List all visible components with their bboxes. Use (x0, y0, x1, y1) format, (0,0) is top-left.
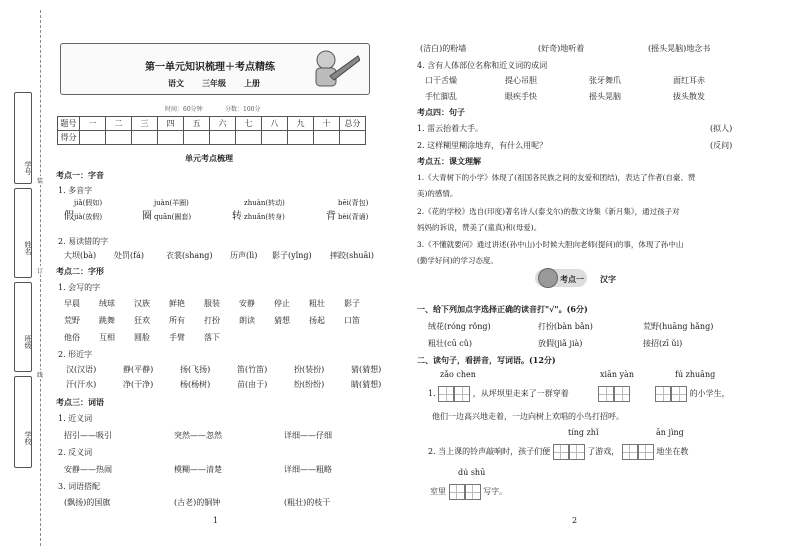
sentence-1: 1. 雷云抬着大手。 (417, 124, 484, 133)
answer-box[interactable] (569, 444, 585, 460)
pinyin-hint: xiān yàn (600, 370, 634, 379)
class-box (14, 282, 32, 372)
collocation: (古老)的铜钟 (174, 498, 221, 507)
similar-row-1 (66, 364, 401, 375)
synonym-pair: 突然——忽然 (174, 431, 222, 440)
q2-line-2 (428, 444, 688, 460)
pronunciation-choice[interactable]: 绒花(róng rǒng) (428, 322, 491, 331)
confusable-item: 摔跤(shuāi) (330, 251, 374, 260)
idiom: 摇头晃脑 (589, 92, 621, 101)
kp5-heading: 考点五：课文理解 (417, 156, 481, 166)
antonym-pair: 安静——热闹 (64, 465, 112, 474)
badge-title: 汉字 (600, 274, 616, 284)
polyphone-char: 转 (232, 211, 242, 222)
score-header-cell: 八 (262, 117, 288, 131)
pinyin-hint: dú shū (458, 468, 486, 477)
score-table (57, 116, 366, 145)
similar-char: 静(平静) (123, 365, 154, 374)
write-word: 跳舞 (99, 316, 115, 325)
idiom-row-1 (425, 75, 733, 86)
cut-mark-1: 装 (37, 178, 44, 185)
idiom: 眼疾手快 (505, 92, 537, 101)
idiom: 张牙舞爪 (589, 76, 621, 85)
score-header-cell: 二 (106, 117, 132, 131)
collocation: (摇头晃脑)地念书 (648, 44, 711, 53)
score-header-cell: 十 (314, 117, 340, 131)
kp1-heading: 考点一：字音 (56, 170, 104, 180)
polyphone-reading: jiǎ(假如) (74, 199, 103, 207)
collocation: (飘扬)的国旗 (64, 498, 111, 507)
kp3-3-heading: 3. 词语搭配 (58, 482, 101, 491)
synonym-pair: 招引——吸引 (64, 431, 112, 440)
kp3-2-heading: 2. 反义词 (58, 448, 93, 457)
understanding-2b: 妈妈的诉说，赞美了(童真)和(母爱)。 (417, 223, 542, 232)
kp2-2-heading: 2. 形近字 (58, 350, 93, 359)
answer-box[interactable] (438, 386, 454, 402)
page-title: 第一单元知识梳理＋考点精练 (145, 62, 275, 73)
polyphone-reading: juàn(羊圈) (154, 199, 189, 207)
pronunciation-choice[interactable]: 放假(jiǎ jià) (538, 339, 583, 348)
q2-text: 了游戏， (587, 447, 620, 456)
similar-char: 净(干净) (123, 380, 154, 389)
idiom: 拔头散发 (673, 92, 705, 101)
q2-text: 室里 (430, 487, 446, 496)
polyphone-reading: bèi(背诵) (338, 213, 369, 221)
antonym-pair: 详细——粗略 (284, 465, 332, 474)
sentence-2: 2. 这样糊里糊涂地弃，有什么用呢？ (417, 141, 548, 150)
polyphone-reading: zhuàn(转动) (244, 199, 285, 207)
confusable-item: 处罚(fá) (114, 251, 144, 260)
name-box (14, 188, 32, 278)
write-word: 安静 (239, 299, 255, 308)
answer-box[interactable] (553, 444, 569, 460)
similar-char: 苗(由于) (237, 380, 268, 389)
pinyin-hint: fú zhuāng (675, 370, 716, 379)
answer-box[interactable] (598, 386, 614, 402)
idiom-row-2 (425, 91, 733, 102)
similar-char: 汉(汉语) (66, 365, 97, 374)
score-input-cell[interactable] (288, 131, 314, 145)
q2-text: 的小学生， (689, 389, 730, 398)
class-label: 班级 (24, 335, 32, 349)
q2-text: ，从坪坝里走来了一群穿着 (472, 389, 569, 398)
similar-char: 杨(杨树) (180, 380, 211, 389)
grade-label: 三年级 (202, 79, 226, 88)
score-header-cell: 总分 (340, 117, 366, 131)
q2-text: 2. 当上课的铃声敲响时，孩子们便 (428, 447, 551, 456)
cut-mark-2: 订 (37, 268, 44, 275)
write-word: 猜想 (274, 316, 290, 325)
score-input-cell[interactable] (340, 131, 366, 145)
q2-text: 写字。 (483, 487, 508, 496)
understanding-1a: 1.《大青树下的小学》体现了(祖国各民族之间的友爱和团结)，表达了作者(自豪、赞 (417, 173, 696, 182)
polyphone-group (64, 198, 384, 228)
term-label: 上册 (244, 79, 260, 88)
q2-line-1-cont: 他们一边高兴地走着，一边向树上欢唱的小鸟打招呼。 (432, 412, 624, 421)
confusable-item: 衣裳(shang) (166, 251, 213, 260)
write-word: 落下 (204, 333, 220, 342)
write-row-1 (64, 298, 374, 309)
similar-char: 笛(竹笛) (237, 365, 268, 374)
kp3-heading: 考点三：词语 (56, 397, 104, 407)
similar-row-2 (66, 379, 401, 390)
confusable-item: 大坝(bà) (64, 251, 97, 260)
collocation: (好奇)地听着 (538, 44, 585, 53)
school-box (14, 376, 32, 468)
confusable-row (64, 250, 380, 261)
understanding-3b: (勤学好问)的学习态度。 (417, 256, 498, 265)
name-label: 姓名 (24, 241, 32, 255)
antonym-pair: 模糊——清楚 (174, 465, 222, 474)
student-id-label: 学号 (24, 161, 32, 175)
cut-mark-3: 线 (37, 372, 44, 379)
q1-row-2 (428, 338, 743, 349)
write-row-2 (64, 315, 374, 326)
idiom: 提心吊胆 (505, 76, 537, 85)
kp4-heading: 考点四：句子 (417, 107, 465, 117)
similar-char: 汗(汗水) (66, 380, 97, 389)
badge-face-icon (538, 268, 558, 288)
write-word: 粗壮 (309, 299, 325, 308)
answer-box[interactable] (671, 386, 687, 402)
similar-char: 猜(猜想) (351, 365, 382, 374)
idiom: 口干舌燥 (425, 76, 457, 85)
score-header-cell: 四 (158, 117, 184, 131)
answer-box[interactable] (622, 444, 638, 460)
pronunciation-choice[interactable]: 荒野(huāng hǎng) (643, 322, 714, 331)
write-word: 口笛 (344, 316, 360, 325)
polyphone-char: 假 (64, 211, 74, 222)
section-title: 单元考点梳理 (185, 154, 233, 163)
sentence-2-note: (反问) (710, 141, 733, 150)
write-row-3 (64, 332, 239, 343)
student-id-box (14, 92, 32, 184)
kp2-1-heading: 1. 会写的字 (58, 283, 101, 292)
q2-line-1 (428, 386, 569, 402)
collocation: (洁白)的粉墙 (420, 44, 467, 53)
pronunciation-choice[interactable]: 粗壮(cū cǔ) (428, 339, 473, 348)
write-word: 狂欢 (134, 316, 150, 325)
score-input-cell[interactable] (262, 131, 288, 145)
q2-text: 地坐在教 (656, 447, 689, 456)
kp2-heading: 考点二：字形 (56, 266, 104, 276)
q4-heading: 4. 含有人体部位名称和近义词的成词 (417, 61, 548, 70)
question-2-heading: 二、读句子，看拼音，写词语。(12分) (417, 355, 556, 365)
school-label: 学校 (24, 431, 32, 445)
score-row-label: 得分 (58, 131, 80, 145)
polyphone-reading: zhuǎn(转身) (244, 213, 285, 221)
confusable-item: 影子(yǐng) (272, 251, 312, 260)
sentence-1-note: (拟人) (710, 124, 733, 133)
score-input-cell[interactable] (210, 131, 236, 145)
score-header-cell: 六 (210, 117, 236, 131)
idiom: 手忙脚乱 (425, 92, 457, 101)
write-word: 服装 (204, 299, 220, 308)
write-word: 影子 (344, 299, 360, 308)
write-word: 荒野 (64, 316, 80, 325)
understanding-2a: 2.《花的学校》选自(印度)著名诗人(泰戈尔)的散文诗集《新月集》，通过孩子对 (417, 207, 680, 216)
kp1-1-heading: 1. 多音字 (58, 186, 93, 195)
score-input-cell[interactable] (184, 131, 210, 145)
synonym-row (64, 430, 374, 441)
cut-line (40, 10, 41, 546)
pronunciation-choice[interactable]: 接招(zī ǔi) (643, 339, 683, 348)
score-note: 分数：100分 (225, 106, 261, 113)
similar-char: 扮(装扮) (294, 365, 325, 374)
answer-box[interactable] (655, 386, 671, 402)
page-number-2: 2 (572, 516, 578, 525)
score-header-cell: 三 (132, 117, 158, 131)
question-1-heading: 一、给下列加点字选择正确的读音打"√"。(6分) (417, 304, 588, 314)
mascot-pencil-icon (300, 46, 360, 92)
write-word: 鲜艳 (169, 299, 185, 308)
answer-box[interactable] (638, 444, 654, 460)
score-header-cell: 九 (288, 117, 314, 131)
collocation-row (64, 497, 374, 508)
write-word: 扬起 (309, 316, 325, 325)
confusable-item: 历声(lì) (230, 251, 258, 260)
binding-strip (0, 0, 46, 556)
subject-label: 语文 (168, 79, 184, 88)
score-input-cell[interactable] (158, 131, 184, 145)
similar-char: 扬(飞扬) (180, 365, 211, 374)
q2-item-number: 1. (428, 389, 436, 398)
answer-box[interactable] (465, 484, 481, 500)
idiom: 面红耳赤 (673, 76, 705, 85)
answer-box[interactable] (454, 386, 470, 402)
similar-char: 纷(纷纷) (294, 380, 325, 389)
write-word: 手臂 (169, 333, 185, 342)
pronunciation-choice[interactable]: 打扮(bàn bǎn) (538, 322, 593, 331)
polyphone-reading: quān(圈套) (154, 213, 192, 221)
polyphone-char: 圈 (142, 211, 152, 222)
score-input-cell[interactable] (106, 131, 132, 145)
score-header-cell: 一 (80, 117, 106, 131)
q1-row-1 (428, 321, 743, 332)
write-word: 打扮 (204, 316, 220, 325)
pinyin-hint: zǎo chen (440, 370, 476, 379)
write-word: 互相 (99, 333, 115, 342)
polyphone-char: 背 (326, 211, 336, 222)
score-input-cell[interactable] (132, 131, 158, 145)
write-word: 绒球 (99, 299, 115, 308)
score-header-cell: 五 (184, 117, 210, 131)
badge-label: 考点一 (560, 274, 584, 284)
write-word: 汉族 (134, 299, 150, 308)
score-header-cell: 七 (236, 117, 262, 131)
q2-line-1-boxes (598, 386, 730, 402)
page-number-1: 1 (213, 516, 219, 525)
score-input-cell[interactable] (236, 131, 262, 145)
antonym-row (64, 464, 374, 475)
similar-char: 睛(猜想) (351, 380, 382, 389)
understanding-3a: 3.《不懂就要问》通过讲述(孙中山)小时候大胆向老师(提问)的事，体现了孙中山 (417, 240, 684, 249)
answer-box[interactable] (614, 386, 630, 402)
write-word: 所有 (169, 316, 185, 325)
polyphone-reading: jià(放假) (74, 213, 103, 221)
synonym-pair: 详细——仔细 (284, 431, 332, 440)
answer-box[interactable] (449, 484, 465, 500)
kp3-1-heading: 1. 近义词 (58, 414, 93, 423)
collocation-row-continued (420, 43, 748, 54)
write-word: 早晨 (64, 299, 80, 308)
write-word: 朗读 (239, 316, 255, 325)
collocation: (粗壮)的枝干 (284, 498, 331, 507)
pinyin-hint: tíng zhǐ (568, 428, 599, 437)
write-word: 圆脸 (134, 333, 150, 342)
kp1-2-heading: 2. 易读错的字 (58, 237, 109, 246)
score-input-cell[interactable] (314, 131, 340, 145)
write-word: 他俗 (64, 333, 80, 342)
q2-line-3 (430, 484, 507, 500)
write-word: 停止 (274, 299, 290, 308)
time-note: 时间：60分钟 (165, 106, 203, 113)
understanding-1b: 美)的感情。 (417, 189, 458, 198)
polyphone-reading: bēi(背包) (338, 199, 369, 207)
pinyin-hint: ān jìng (656, 428, 684, 437)
score-header-cell: 题号 (58, 117, 80, 131)
score-input-cell[interactable] (80, 131, 106, 145)
